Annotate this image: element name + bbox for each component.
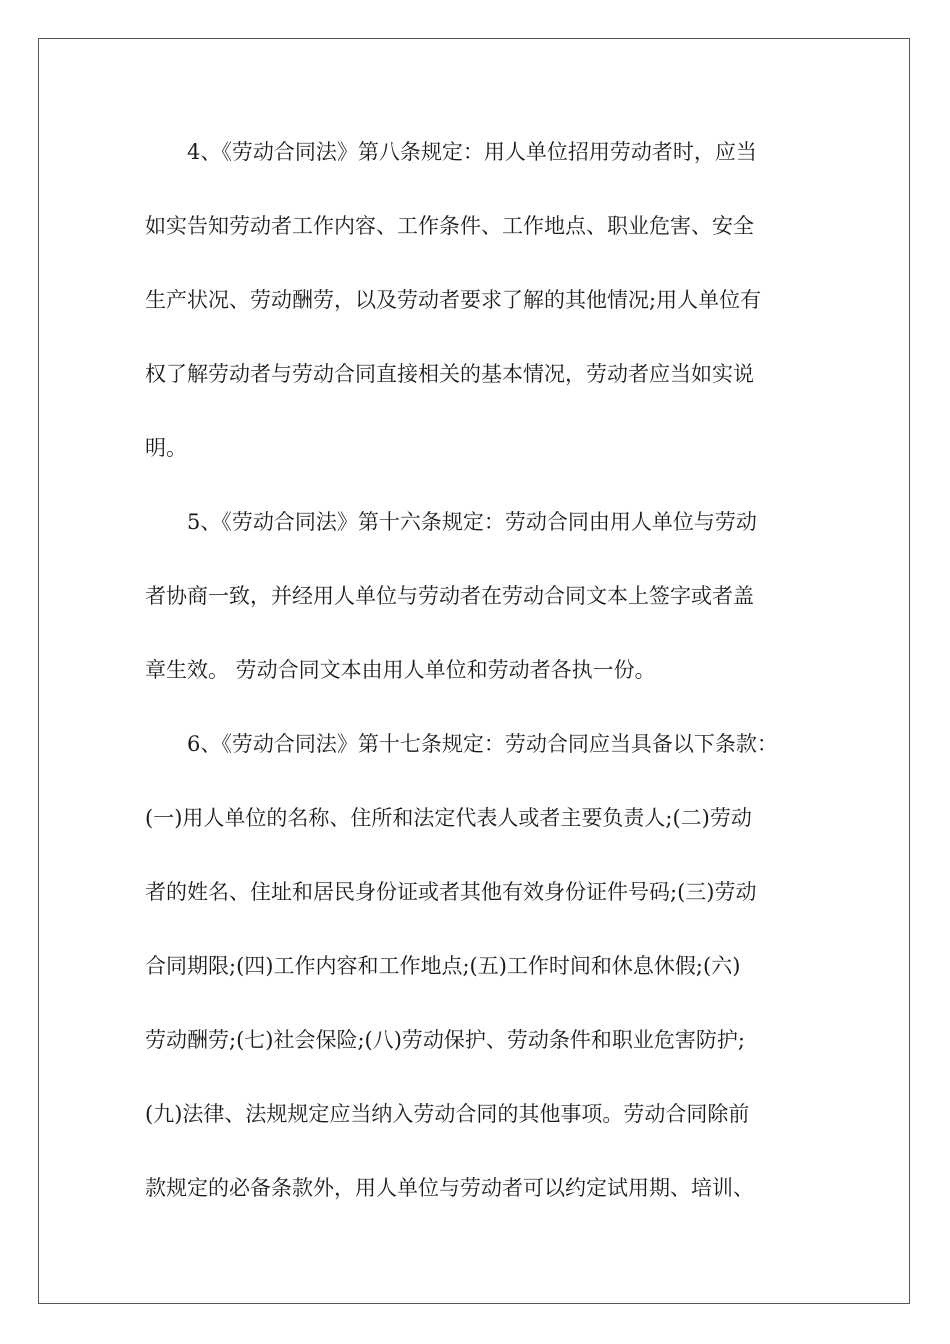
paragraph-6-line-3: 者的姓名、住址和居民身份证或者其他有效身份证件号码;(三)劳动 xyxy=(145,880,757,904)
paragraph-4-line-5: 明。 xyxy=(145,436,187,460)
paragraph-5-line-3: 章生效。 劳动合同文本由用人单位和劳动者各执一份。 xyxy=(145,658,656,682)
paragraph-5-line-1: 5、《劳动合同法》第十六条规定：劳动合同由用人单位与劳动 xyxy=(187,510,757,534)
paragraph-4-line-3: 生产状况、劳动酬劳，以及劳动者要求了解的其他情况;用人单位有 xyxy=(145,288,762,312)
paragraph-4-line-2: 如实告知劳动者工作内容、工作条件、工作地点、职业危害、安全 xyxy=(145,214,754,238)
paragraph-6-line-2: (一)用人单位的名称、住所和法定代表人或者主要负责人;(二)劳动 xyxy=(145,806,752,830)
paragraph-6-line-6: (九)法律、法规规定应当纳入劳动合同的其他事项。劳动合同除前 xyxy=(145,1102,750,1126)
paragraph-4-line-1: 4、《劳动合同法》第八条规定：用人单位招用劳动者时，应当 xyxy=(187,140,757,164)
paragraph-4-line-4: 权了解劳动者与劳动合同直接相关的基本情况，劳动者应当如实说 xyxy=(145,362,754,386)
paragraph-5-line-2: 者协商一致，并经用人单位与劳动者在劳动合同文本上签字或者盖 xyxy=(145,584,754,608)
paragraph-6-line-5: 劳动酬劳;(七)社会保险;(八)劳动保护、劳动条件和职业危害防护; xyxy=(145,1028,745,1052)
paragraph-6-line-7: 款规定的必备条款外，用人单位与劳动者可以约定试用期、培训、 xyxy=(145,1176,754,1200)
paragraph-6-line-4: 合同期限;(四)工作内容和工作地点;(五)工作时间和休息休假;(六) xyxy=(145,954,741,978)
paragraph-6-line-1: 6、《劳动合同法》第十七条规定：劳动合同应当具备以下条款： xyxy=(187,732,778,756)
